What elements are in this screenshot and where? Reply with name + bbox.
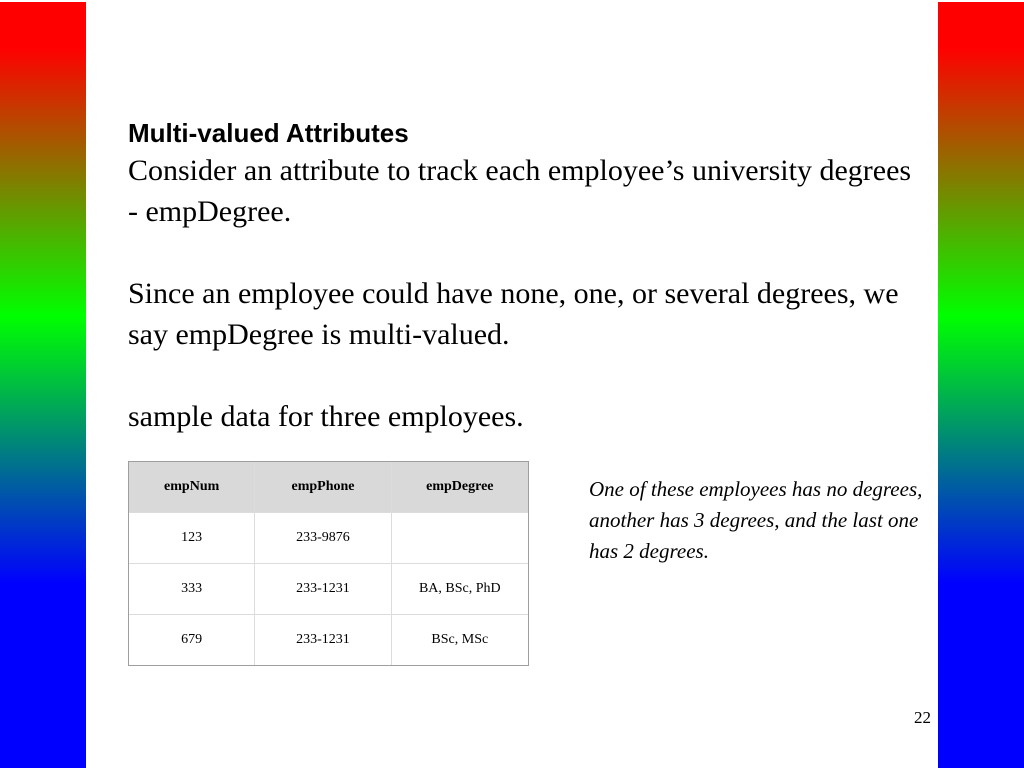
table-header-row (129, 462, 528, 513)
paragraph-multivalued: Since an employee could have none, one, or several degrees, we say empDegree is multi-valued. (128, 277, 899, 351)
page-number: 22 (914, 708, 931, 727)
slide-body (128, 116, 928, 437)
column-header-empdegree: empDegree (391, 462, 528, 513)
cell-empphone: 233-1231 (255, 615, 391, 666)
slide-heading: Multi-valued Attributes (128, 118, 409, 148)
employee-table-container (128, 461, 529, 666)
cell-empnum: 333 (129, 564, 255, 615)
table-row (129, 615, 528, 666)
employee-table (129, 462, 528, 665)
side-note: One of these employees has no degrees, another has 3 degrees, and the last one has 2 degrees. (589, 477, 923, 563)
cell-empphone: 233-9876 (255, 513, 391, 564)
left-gradient-bar (0, 2, 86, 768)
table-row (129, 513, 528, 564)
cell-empphone: 233-1231 (255, 564, 391, 615)
cell-empdegree: BSc, MSc (391, 615, 528, 666)
paragraph-intro: Consider an attribute to track each employee’s university degrees - empDegree. (128, 154, 912, 228)
cell-empdegree: BA, BSc, PhD (391, 564, 528, 615)
column-header-empnum: empNum (129, 462, 255, 513)
cell-empnum: 679 (129, 615, 255, 666)
cell-empdegree (391, 513, 528, 564)
column-header-empphone: empPhone (255, 462, 391, 513)
table-row (129, 564, 528, 615)
cell-empnum: 123 (129, 513, 255, 564)
right-gradient-bar (938, 2, 1024, 768)
paragraph-sample: sample data for three employees. (128, 400, 524, 433)
